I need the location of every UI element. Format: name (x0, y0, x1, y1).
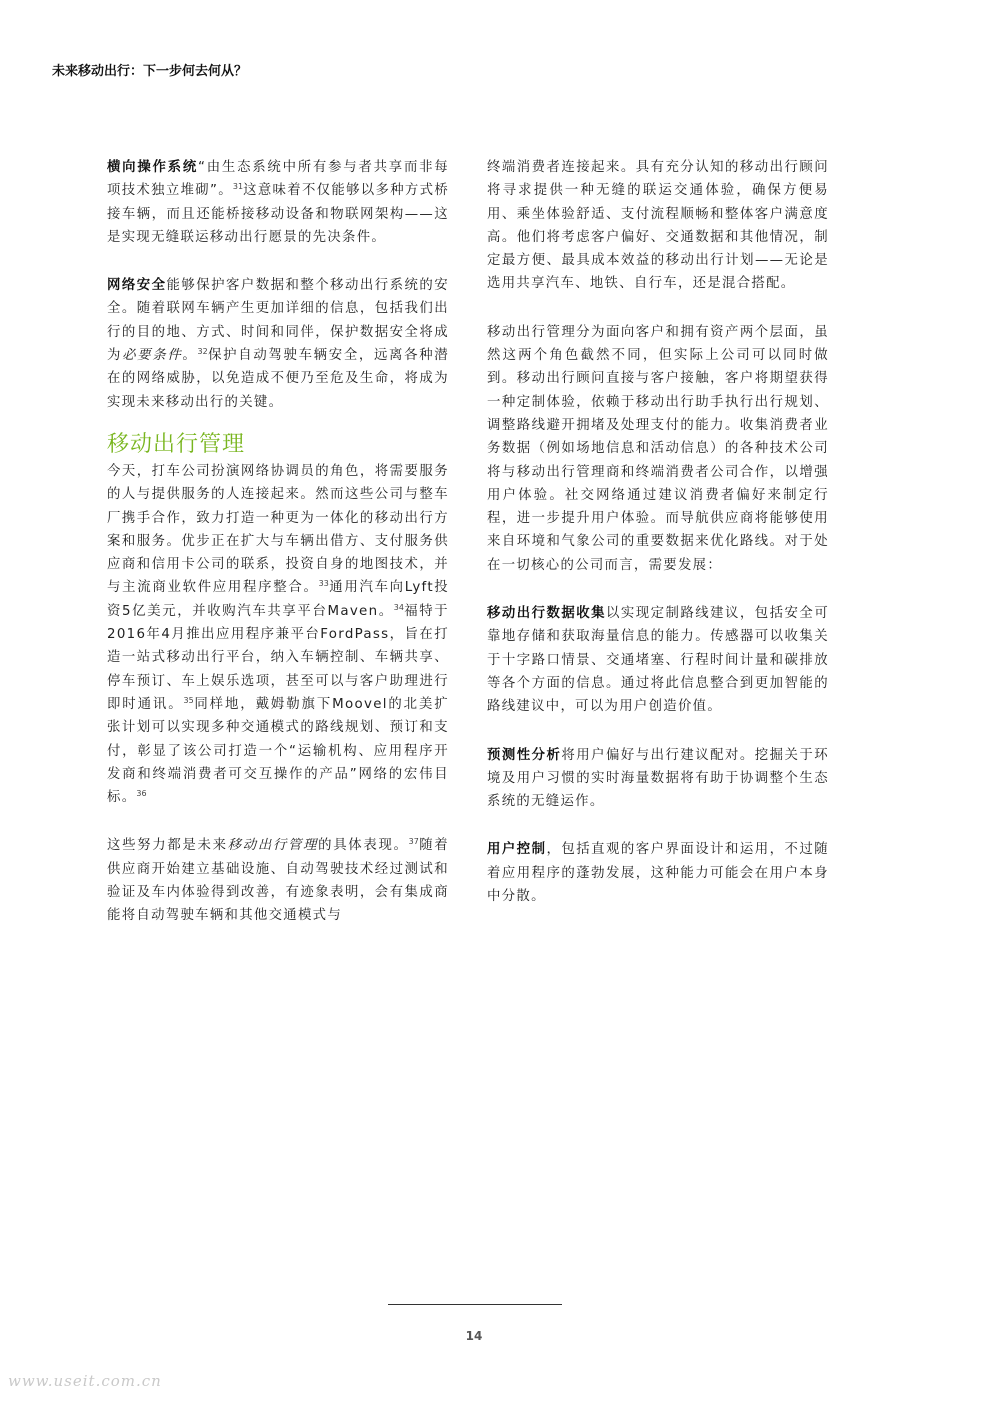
paragraph-efforts: 这些努力都是未来移动出行管理的具体表现。$^{37}$随着供应商开始建立基础设施、自动驾驶技术经过测试和验证及车内体验得到改善，有迹象表明，会有集成商能将自动驾驶车辆和其他交通模式与 (107, 837, 449, 924)
footnote-ref: 33 (318, 579, 329, 589)
footnote-ref: 37 (408, 837, 419, 847)
term-predictive-analytics: 预测性分析 (487, 747, 562, 763)
paragraph-cybersecurity: 网络安全能够保护客户数据和整个移动出行系统的安全。随着联网车辆产生更加详细的信息，包括我们出行的目的地、方式、时间和同伴，保护数据安全将成为必要条件。$^{32}$保护自动驾驶车辆安全，远离各种潜在的网络威胁，以免造成不便乃至危及生命，将成为实现未来移动出行的关键。 (107, 278, 449, 410)
term-user-control: 用户控制 (487, 842, 547, 858)
paragraph-advisors: 终端消费者连接起来。具有充分认知的移动出行顾问将寻求提供一种无缝的联运交通体验，确保方便易用、乘坐体验舒适、支付流程顺畅和整体客户满意度高。他们将考虑客户偏好、交通数据和其他情况，制定最方便、最具成本效益的移动出行计划——无论是选用共享汽车、地铁、自行车，还是混合搭配。 (487, 160, 829, 292)
running-header: 未来移动出行：下一步何去何从？ (52, 64, 248, 79)
footnote-ref: 32 (197, 347, 208, 357)
term-horizontal-os: 横向操作系统 (107, 160, 199, 175)
paragraph-user-control: 用户控制，包括直观的客户界面设计和运用，不过随着应用程序的蓬勃发展，这种能力可能会在用户本身中分散。 (487, 842, 829, 905)
right-column (487, 156, 829, 933)
footer-divider (388, 1304, 562, 1305)
footnote-ref: 34 (393, 602, 404, 612)
paragraph-predictive-analytics: 预测性分析将用户偏好与出行建议配对。挖掘关于环境及用户习惯的实时海量数据将有助于协调整个生态系统的无缝运作。 (487, 747, 829, 810)
footnote-ref: 35 (183, 695, 194, 705)
footnote-ref: 36 (136, 789, 147, 799)
term-data-collection: 移动出行数据收集 (487, 606, 607, 622)
paragraph-two-levels: 移动出行管理分为面向客户和拥有资产两个层面，虽然这两个角色截然不同，但实际上公司可以同时做到。移动出行顾问直接与客户接触，客户将期望获得一种定制体验，依赖于移动出行助手执行出行规划、调整路线避开拥堵及处理支付的能力。收集消费者业务数据（例如场地信息和活动信息）的各种技术公司将与移动出行管理商和终端消费者公司合作，以增强用户体验。社交网络通过建议消费者偏好来制定行程，进一步提升用户体验。而导航供应商将能够使用来自环境和气象公司的重要数据来优化路线。对于处在一切核心的公司而言，需要发展： (487, 324, 829, 573)
footnote-ref: 31 (232, 182, 244, 192)
term-cybersecurity: 网络安全 (107, 278, 167, 294)
paragraph-horizontal-os: 横向操作系统“由生态系统中所有参与者共享而非每项技术独立堆砌”。$^{31}$这意味着不仅能够以多种方式桥接车辆，而且还能桥接移动设备和物联网架构——这是实现无缝联运移动出行愿景的先决条件。 (107, 160, 450, 245)
section-heading: 移动出行管理 (107, 431, 246, 457)
paragraph-mobility-management: 今天，打车公司扮演网络协调员的角色，将需要服务的人与提供服务的人连接起来。然而这些公司与整车厂携手合作，致力打造一种更为一体化的移动出行方案和服务。优步正在扩大与车辆出借方、支付服务供应商和信用卡公司的联系，投资自身的地图技术，并与主流商业软件应用程序整合。$^{33}$通用汽车向Lyft投资5亿美元，并收购汽车共享平台Maven。$^{34}$福特于2016年4月推出应用程序兼平台FordPass，旨在打造一站式移动出行平台，纳入车辆控制、车辆共享、停车预订、车上娱乐选项，甚至可以与客户助理进行即时通讯。$^{35}$同样地，戴姆勒旗下Moovel的北美扩张计划可以实现多种交通模式的路线规划、预订和支付，彰显了该公司打造一个“运输机构、应用程序开发商和终端消费者可交互操作的产品”网络的宏伟目标。$^{36}$ (107, 463, 449, 806)
left-column (107, 156, 449, 953)
page-number: 14 (465, 1329, 483, 1343)
paragraph-data-collection: 移动出行数据收集以实现定制路线建议，包括安全可靠地存储和获取海量信息的能力。传感器可以收集关于十字路口情景、交通堵塞、行程时间计量和碳排放等各个方面的信息。通过将此信息整合到更加智能的路线建议中，可以为用户创造价值。 (487, 606, 830, 715)
watermark: www.useit.com.cn (8, 1372, 162, 1390)
